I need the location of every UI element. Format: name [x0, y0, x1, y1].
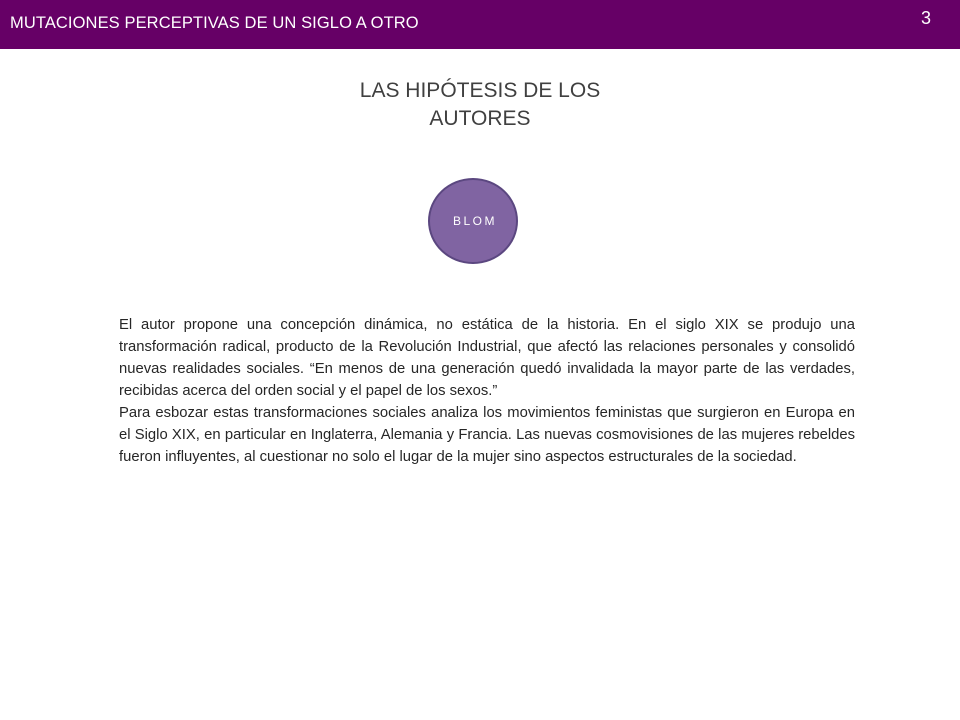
slide-title-line-1: LAS HIPÓTESIS DE LOS [359, 79, 601, 102]
body-paragraph-1: El autor propone una concepción dinámica, no estática de la historia. En el siglo XIX se produjo una transformación radical, producto de la Revolución Industrial, que afectó las relaciones personales y consolidó nuevas realidades sociales. “En menos de una generación quedó invalidada la mayor parte de las verdades, recibidas acerca del orden social y el papel de los sexos.” [119, 317, 855, 399]
body-text [119, 314, 855, 468]
slide-title [330, 77, 630, 133]
header-bar [0, 0, 960, 49]
presentation-title: MUTACIONES PERCEPTIVAS DE UN SIGLO A OTRO [10, 14, 419, 32]
body-paragraph-2: Para esbozar estas transformaciones sociales analiza los movimientos feministas que surgieron en Europa en el Siglo XIX, en particular en Inglaterra, Alemania y Francia. Las nuevas cosmovisiones de las mujeres rebeldes fueron influyentes, al cuestionar no solo el lugar de la mujer sino aspectos estructurales de la sociedad. [119, 405, 855, 465]
slide-number: 3 [920, 8, 931, 28]
author-circle-label: BLOM [452, 214, 497, 228]
slide-title-line-2: AUTORES [429, 107, 531, 130]
author-circle [428, 178, 518, 264]
